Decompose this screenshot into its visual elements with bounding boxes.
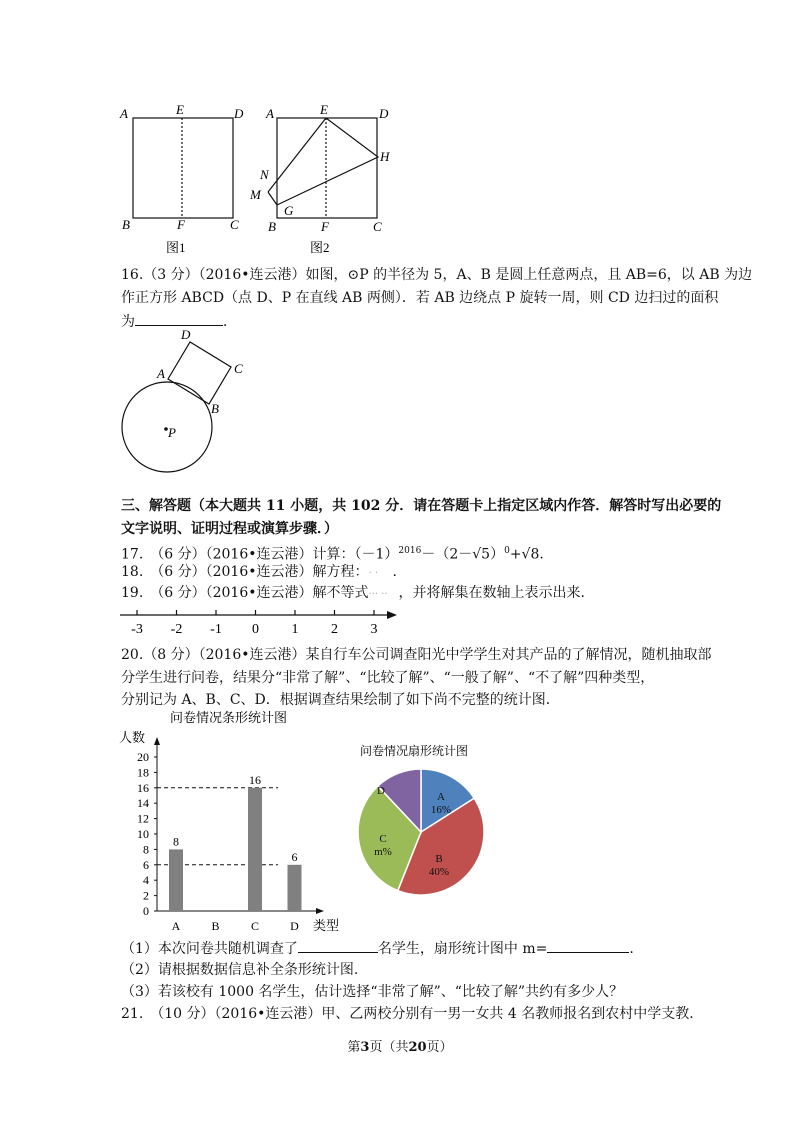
pie-slice-name-D: D [377, 785, 385, 797]
q21: 21. （10 分）（2016•连云港）甲、乙两校分别有一男一女共 4 名教师报名到农村中学支教. [121, 1006, 694, 1022]
q20-sub2: （2）请根据数据信息补全条形统计图. [121, 962, 359, 978]
footer-total-pages: 20 [408, 1040, 427, 1055]
q16-suffix: ． [223, 314, 237, 330]
bar-chart-xlabel: 类型 [313, 918, 340, 933]
bar-chart-y-tick-label: 12 [137, 811, 149, 826]
bar-chart [115, 708, 355, 938]
bar-chart-title: 问卷情况条形统计图 [170, 710, 288, 725]
q18-tail: . [392, 564, 397, 580]
numberline-tick-label: -1 [210, 622, 222, 637]
bar-chart-x-arrow [316, 908, 324, 914]
fig2-label-N: N [260, 167, 269, 182]
fig2-label-F: F [321, 219, 329, 234]
q16-label-P: P [168, 425, 176, 440]
page-footer [0, 1036, 800, 1055]
q19 [121, 583, 585, 605]
q20-blank-m[interactable] [547, 938, 629, 953]
fig2-label-E: E [320, 102, 328, 117]
bar-chart-y-tick-label: 0 [143, 904, 149, 918]
bar-chart-y-tick-label: 16 [137, 780, 149, 795]
bar-chart-y-tick-label: 10 [137, 827, 149, 841]
pie-slice-name-C: C [379, 833, 387, 845]
q19-inequality-image: ··· ·· [368, 589, 388, 600]
fig2-label-H: H [380, 149, 390, 164]
fig2-label-C: C [373, 219, 382, 234]
q20-sub1-mid: 名学生，扇形统计图中 m= [377, 941, 548, 957]
fig2-caption: 图2 [310, 240, 330, 255]
bar-chart-bar-A [169, 849, 183, 911]
q16-answer-blank[interactable] [135, 311, 223, 326]
fig2-label-D: D [379, 106, 389, 121]
q20-sub1-prefix: （1）本次问卷共随机调查了 [121, 941, 298, 957]
q17-exponent: 2016 [398, 546, 422, 556]
bar-chart-ylabel: 人数 [119, 730, 146, 745]
bar-chart-data-label-D: 6 [291, 849, 298, 864]
fig2-label-M: M [250, 187, 261, 202]
bar-chart-data-label-A: 8 [173, 834, 179, 849]
fig2-label-G: G [284, 203, 294, 218]
footer-prefix: 第 [347, 1040, 361, 1055]
q16-label-B: B [211, 401, 219, 416]
figures-top [0, 95, 420, 260]
q20-sub3: （3）若该校有 1000 名学生，估计选择“非常了解”、“比较了解”共约有多少人？ [121, 984, 624, 1000]
pie-slice-label-A: 16% [430, 804, 452, 816]
numberline-tick-label: -2 [170, 622, 183, 637]
q16-label-C: C [234, 361, 243, 376]
q17-exponent2: 0 [504, 546, 510, 556]
q18 [121, 562, 397, 584]
numberline-tick-label: 0 [252, 622, 259, 637]
number-line [115, 605, 405, 640]
q16-line2: 作正方形 ABCD（点 D、P 在直线 AB 两侧）．若 AB 边绕点 P 旋转一周，则 CD 边扫过的面积 [121, 290, 719, 306]
numberline-tick-label: 1 [291, 622, 299, 637]
figure-2 [249, 102, 390, 255]
pie-chart [355, 735, 515, 905]
footer-page-number: 3 [360, 1040, 370, 1055]
bar-chart-bar-C [248, 788, 262, 911]
fig2-label-A: A [266, 106, 274, 121]
pie-chart-title: 问卷情况扇形统计图 [360, 744, 469, 758]
bar-chart-bar-D [288, 865, 302, 911]
bar-chart-y-tick-label: 8 [143, 842, 149, 857]
bar-chart-category-B: B [211, 919, 220, 933]
bar-chart-y-arrow [154, 737, 160, 745]
q17-rest: －（2－√5） [421, 546, 505, 563]
pie-slice-label-C: m% [374, 846, 392, 858]
fig1-label-F: F [177, 217, 185, 232]
footer-suffix: 页） [426, 1040, 453, 1055]
pie-slice-name-A: A [437, 791, 445, 803]
q18-text: 18. （6 分）（2016•连云港）解方程： [121, 564, 369, 580]
q16-line1: 16.（3 分）（2016•连云港）如图，⊙P 的半径为 5，A、B 是圆上任意两点，且 AB=6，以 AB 为边 [121, 267, 753, 283]
section3-title-line2: 文字说明、证明过程或演算步骤．） [121, 521, 338, 537]
fig1-label-E: E [176, 102, 184, 117]
numberline-tick-label: 2 [331, 622, 338, 637]
q16-label-D: D [181, 327, 191, 342]
fig1-label-B: B [122, 217, 130, 232]
fig1-caption: 图1 [166, 240, 186, 255]
q20-line2: 分学生进行问卷，结果分“非常了解”、“比较了解”、“一般了解”、“不了解”四种类型， [121, 670, 655, 686]
q19-tail: ，并将解集在数轴上表示出来. [398, 585, 585, 601]
bar-chart-y-tick-label: 2 [143, 888, 149, 903]
q17-tail: +√8. [509, 546, 544, 563]
q20-line1: 20.（8 分）（2016•连云港）某自行车公司调查阳光中学学生对其产品的了解情况，随机抽取部 [121, 647, 712, 663]
bar-chart-y-tick-label: 4 [143, 873, 149, 888]
q16-prefix: 为 [121, 314, 135, 330]
q17-text: 17. （6 分）（2016•连云港）计算：（－1） [121, 546, 399, 563]
q16-label-A: A [157, 366, 165, 381]
fig1-label-C: C [230, 217, 239, 232]
bar-chart-y-tick-label: 18 [137, 765, 149, 780]
fig1-label-A: A [120, 106, 128, 121]
fig2-label-B: B [268, 219, 276, 234]
q16-figure [110, 325, 260, 475]
q20-blank-count[interactable] [298, 938, 378, 953]
q19-text: 19. （6 分）（2016•连云港）解不等式 [121, 585, 369, 601]
section3-title-line1: 三、解答题（本大题共 11 小题，共 102 分．请在答题卡上指定区域内作答．解答时写出必要的 [121, 498, 722, 514]
numberline-tick-label: -3 [131, 622, 143, 637]
footer-mid: 页（共 [369, 1040, 409, 1055]
q18-equation-image: · · [368, 568, 379, 579]
q20-sub1-suffix: . [629, 941, 634, 957]
numberline-tick-label: 3 [370, 622, 378, 637]
bar-chart-y-tick-label: 14 [137, 796, 149, 811]
bar-chart-category-A: A [171, 919, 181, 933]
pie-slice-label-B: 40% [428, 866, 450, 878]
bar-chart-category-D: D [290, 919, 299, 933]
q20-sub1 [121, 938, 634, 959]
pie-slice-name-B: B [435, 853, 443, 865]
bar-chart-category-C: C [250, 919, 260, 933]
bar-chart-y-tick-label: 20 [137, 750, 149, 764]
fig1-label-D: D [234, 106, 244, 121]
figure-1 [119, 102, 244, 255]
bar-chart-data-label-C: 16 [249, 772, 261, 787]
bar-chart-y-tick-label: 6 [143, 857, 149, 872]
q20-line3: 分别记为 A、B、C、D．根据调查结果绘制了如下尚不完整的统计图． [121, 692, 560, 708]
